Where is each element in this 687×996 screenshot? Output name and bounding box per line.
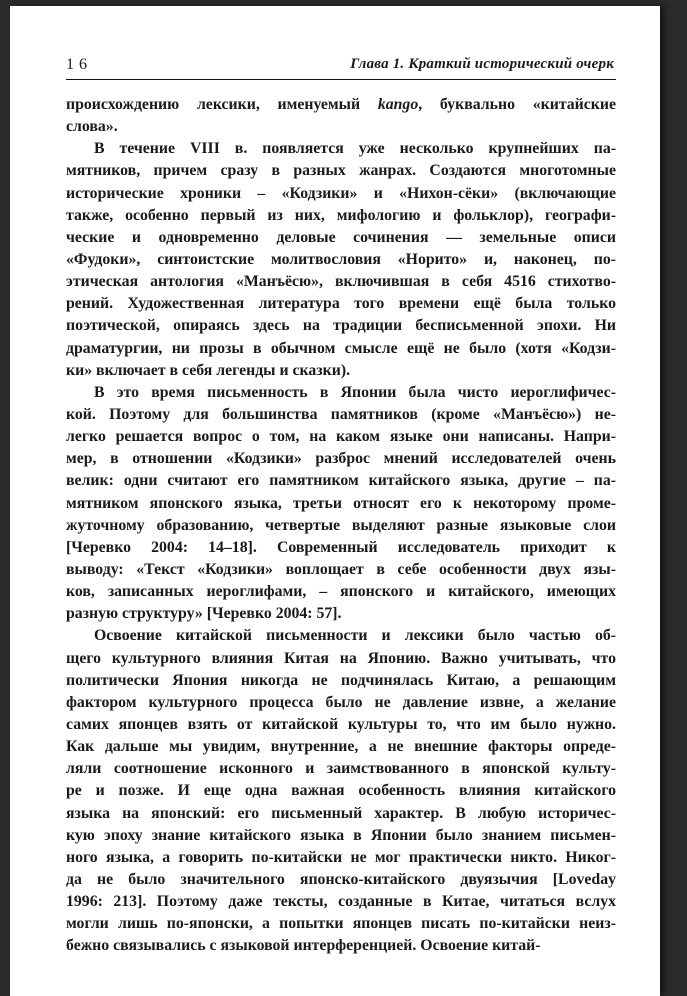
text-line: ляли соотношение исконного и заимствованного в японской культу- <box>66 760 616 778</box>
text-line: «Фудоки», синтоистские молитвословия «Норито» и, наконец, по- <box>66 250 616 268</box>
text-line: этическая антология «Манъёсю», включившая в себя 4516 стихотво- <box>66 273 616 291</box>
book-page <box>10 6 660 996</box>
text-line: также, особенно первый из них, мифологию и фольклор), географи- <box>66 206 616 224</box>
text-line: жуточному образованию, четвертые выделяют разные языковые слои <box>66 516 616 534</box>
text-line: ного языка, а говорить по-китайски не мог практически никто. Никог- <box>66 848 616 866</box>
body-text <box>66 94 616 957</box>
text-line: мятников, причем сразу в разных жанрах. Создаются многотомные <box>66 162 616 180</box>
text-line: ре и позже. И еще одна важная особенность влияния китайского <box>66 782 616 800</box>
text-line: политически Япония никогда не подчинялась Китаю, а решающим <box>66 671 616 689</box>
paragraph <box>66 94 616 138</box>
text-line: рений. Художественная литература того времени ещё была только <box>66 295 616 313</box>
paragraph <box>66 625 616 957</box>
text-line: В течение VIII в. появляется уже несколько крупнейших па- <box>94 140 616 158</box>
text-line: поэтической, опираясь здесь на традиции бесписьменной эпохи. Ни <box>66 317 616 335</box>
page-header <box>66 53 616 80</box>
text-line: ки» включает в себя легенды и сказки). <box>66 361 351 379</box>
text-line: кой. Поэтому для большинства памятников (кроме «Манъёсю») не- <box>66 405 616 423</box>
text-line: Как дальше мы увидим, внутренние, а не внешние факторы опреде- <box>66 738 616 756</box>
paragraph <box>66 138 616 382</box>
text-line: кую эпоху знание китайского языка в Японии было знанием письмен- <box>66 826 616 844</box>
text-line: происхождению лексики, именуемый kango, буквально «китайские <box>66 96 616 113</box>
text-line: бежно связывались с языковой интерференцией. Освоение китай- <box>66 937 541 955</box>
running-head: Глава 1. Краткий исторический очерк <box>350 56 614 72</box>
paragraph <box>66 382 616 626</box>
text-line: ков, записанных иероглифами, – японского и китайского, имеющих <box>66 583 616 601</box>
text-line: драматургии, ни прозы в обычном смысле ещё не было (хотя «Кодзи- <box>66 339 616 357</box>
text-line: слова». <box>66 118 118 136</box>
text-line: разную структуру» [Черевко 2004: 57]. <box>66 605 342 623</box>
text-line: 1996: 213]. Поэтому даже тексты, созданные в Китае, читаться вслух <box>66 893 616 911</box>
text-line: Освоение китайской письменности и лексики было частью об- <box>94 627 616 645</box>
text-line: [Черевко 2004: 14–18]. Современный исследователь приходит к <box>66 538 616 556</box>
text-line: мер, в отношении «Кодзики» разброс мнений исследователей очень <box>66 450 616 468</box>
text-line: ческие и одновременно деловые сочинения — земельные описи <box>66 228 616 246</box>
text-line: фактором культурного процесса было не давление извне, а желание <box>66 693 616 711</box>
text-line: выводу: «Текст «Кодзики» воплощает в себе особенности двух язы- <box>66 560 616 578</box>
text-line: мятником японского языка, третьи относят его к некоторому проме- <box>66 494 616 512</box>
text-line: исторические хроники – «Кодзики» и «Нихон-сёки» (включающие <box>66 184 616 202</box>
text-line: щего культурного влияния Китая на Японию. Важно учитывать, что <box>66 649 616 667</box>
page-number: 16 <box>66 56 92 73</box>
text-line: В это время письменность в Японии была чисто иероглифичес- <box>94 383 616 401</box>
text-line: самих японцев взять от китайской культуры то, что им было нужно. <box>66 715 616 733</box>
text-line: велик: одни считают его памятником китайского языка, другие – па- <box>66 472 616 490</box>
text-line: могли лишь по-японски, а попытки японцев писать по-китайски неиз- <box>66 915 616 933</box>
text-line: да не было значительного японско-китайского двуязычия [Loveday <box>66 870 616 888</box>
text-line: легко решается вопрос о том, на каком языке они написаны. Напри- <box>66 428 616 446</box>
text-line: языка на японский: его письменный характер. В любую историчес- <box>66 804 616 822</box>
